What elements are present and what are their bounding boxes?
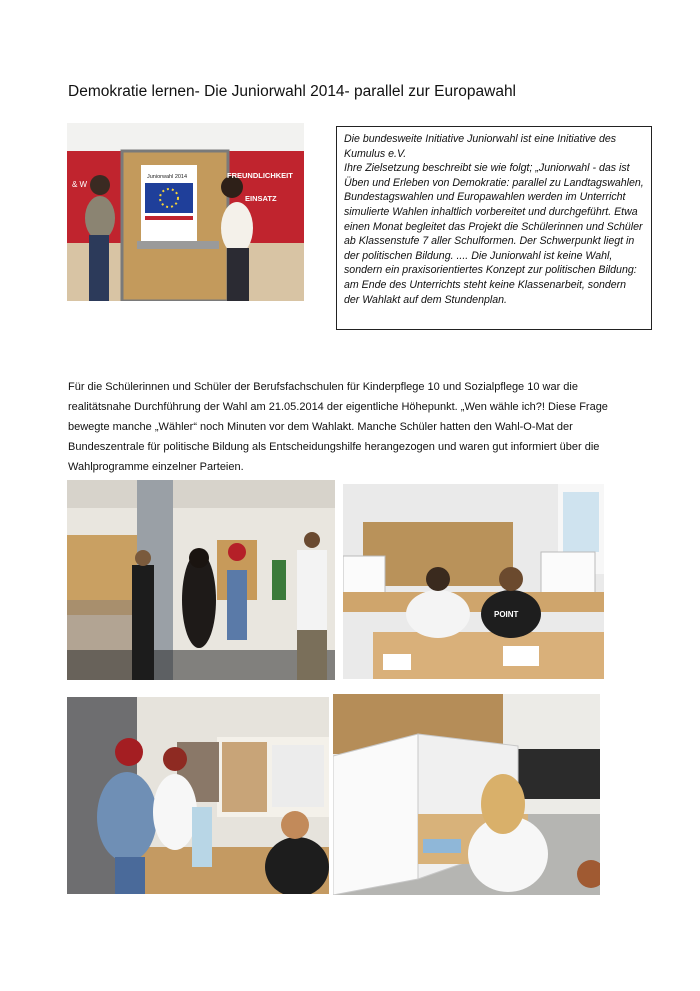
page-title: Demokratie lernen- Die Juniorwahl 2014- parallel zur Europawahl: [68, 83, 517, 100]
info-box: [336, 126, 652, 330]
intro-paragraph: Für die Schülerinnen und Schüler der Berufsfachschulen für Kinderpflege 10 und Sozialpflege 10 war die realitätsnahe Durchführung der Wahl am 21.05.2014 der eigentliche Höhepunkt. „Wen wähle ich?! Diese Frage bewegte manche „Wähler“ noch Minuten vor dem Wahlakt. Manche Schüler hatten den Wahl-O-Mat der Bundeszentrale für politische Bildung als Entscheidungshilfe herangezogen und waren gut informiert über die Wahlprogramme einzelner Parteien.: [68, 381, 608, 473]
photo-students-with-poster: [67, 123, 304, 301]
shirt-text: POINT: [494, 610, 519, 619]
poster-title: Juniorwahl 2014: [147, 174, 188, 180]
info-paragraph-1: Die bundesweite Initiative Juniorwahl ist eine Initiative des Kumulus e.V.: [344, 133, 617, 160]
intro-text: [68, 377, 628, 477]
wall-text-right-2: EINSATZ: [245, 194, 277, 203]
info-paragraph-2: Ihre Zielsetzung beschreibt sie wie folgt; „Juniorwahl - das ist Üben und Erleben von Demokratie: parallel zu Landtagswahlen, Bundestagswahlen und Europawahlen werden im Unterricht simulierte Wahlen inhaltlich vorbereitet und durchgeführt. Etwa einen Monat begleitet das Projekt die Schülerinnen und Schüler ab Klassenstufe 7 aller Schulformen. Der Schwerpunkt liegt in der politischen Bildung. .... Die Juniorwahl ist keine Wahl, sondern ein praxisorientiertes Konzept zur politischen Bildung: am Ende des Unterrichts steht keine Klassenarbeit, sondern der Wahlakt auf dem Stundenplan.: [344, 162, 644, 306]
photo-students-ballots: [67, 697, 329, 894]
wall-text-right: FREUNDLICHKEIT: [227, 171, 293, 180]
photo-students-at-table: [343, 484, 604, 679]
photo-hallway-students: [67, 480, 335, 680]
photo-voting-booth: [333, 694, 600, 895]
wall-text-left: & W: [72, 180, 88, 189]
